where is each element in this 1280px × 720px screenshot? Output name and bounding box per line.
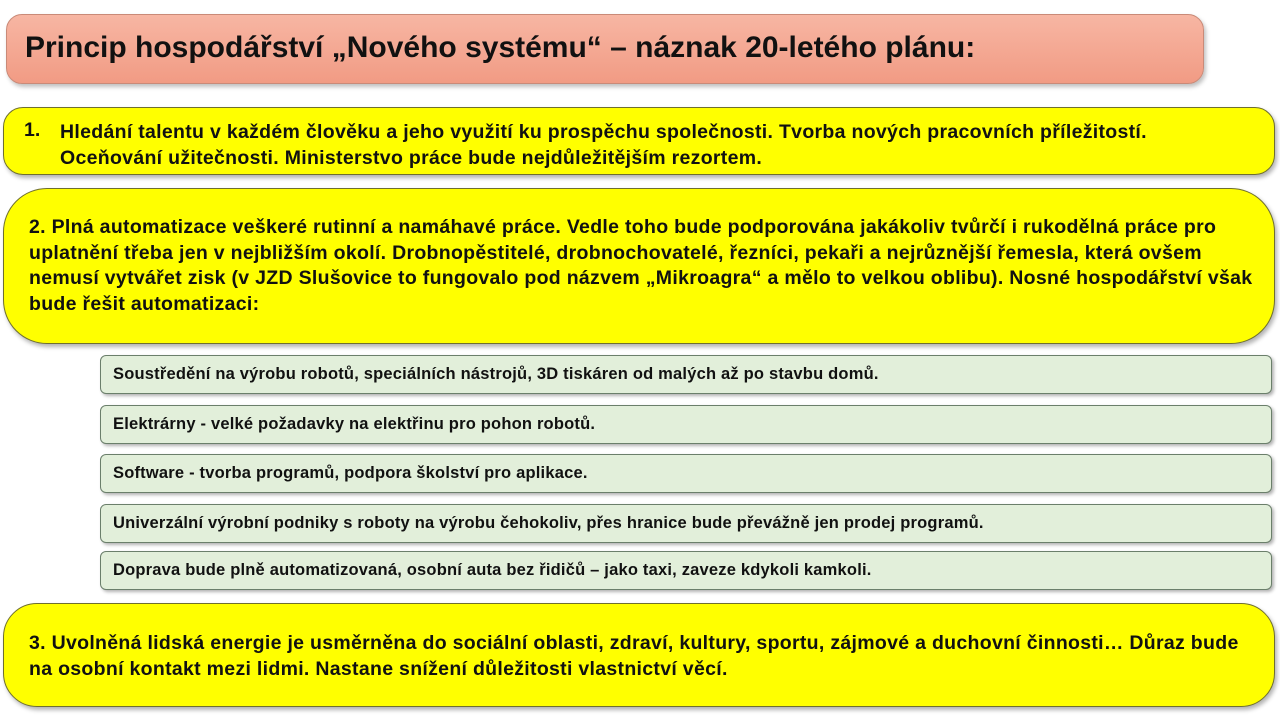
point-2-box (3, 188, 1275, 344)
automation-item-software (100, 454, 1272, 493)
automation-item-text: Doprava bude plně automatizovaná, osobní auta bez řidičů – jako taxi, zaveze kdykoli kamkoli. (113, 561, 872, 579)
point-2-text: 2. Plná automatizace veškeré rutinní a namáhavé práce. Vedle toho bude podporována jakákoliv tvůrčí i rukodělná práce pro uplatnění třeba jen v nejbližším okolí. Drobnopěstitelé, drobnochovatelé, řezníci, pekaři a nejrůznější řemesla, která ovšem nemusí vytvářet zisk (v JZD Slušovice to fungovalo pod názvem „Mikroagra“ a mělo to velkou oblibu). Nosné hospodářství však bude řešit automatizaci: (29, 216, 1253, 315)
title-banner (6, 14, 1204, 84)
automation-item-power-plants (100, 405, 1272, 444)
automation-item-text: Elektrárny - velké požadavky na elektřinu pro pohon robotů. (113, 415, 596, 433)
automation-item-robots (100, 355, 1272, 394)
point-3-text: 3. Uvolněná lidská energie je usměrněna do sociální oblasti, zdraví, kultury, sportu, zájmové a duchovní činnosti… Důraz bude na osobní kontakt mezi lidmi. Nastane snížení důležitosti vlastnictví věcí. (29, 632, 1239, 680)
automation-item-text: Soustředění na výrobu robotů, speciálních nástrojů, 3D tiskáren od malých až po stavbu domů. (113, 365, 879, 383)
automation-item-factories (100, 504, 1272, 543)
point-1-number: 1. (24, 119, 41, 141)
point-3-box (3, 603, 1275, 707)
automation-item-transport (100, 551, 1272, 590)
point-1-box (3, 107, 1275, 175)
page-title: Princip hospodářství „Nového systému“ – náznak 20-letého plánu: (25, 31, 976, 64)
automation-item-text: Univerzální výrobní podniky s roboty na výrobu čehokoliv, přes hranice bude převážně jen prodej programů. (113, 514, 984, 532)
automation-item-text: Software - tvorba programů, podpora školství pro aplikace. (113, 464, 588, 482)
point-1-text: Hledání talentu v každém člověku a jeho využití ku prospěchu společnosti. Tvorba nových pracovních příležitostí. Oceňování užitečnosti. Ministerstvo práce bude nejdůležitějším rezortem. (60, 121, 1147, 169)
